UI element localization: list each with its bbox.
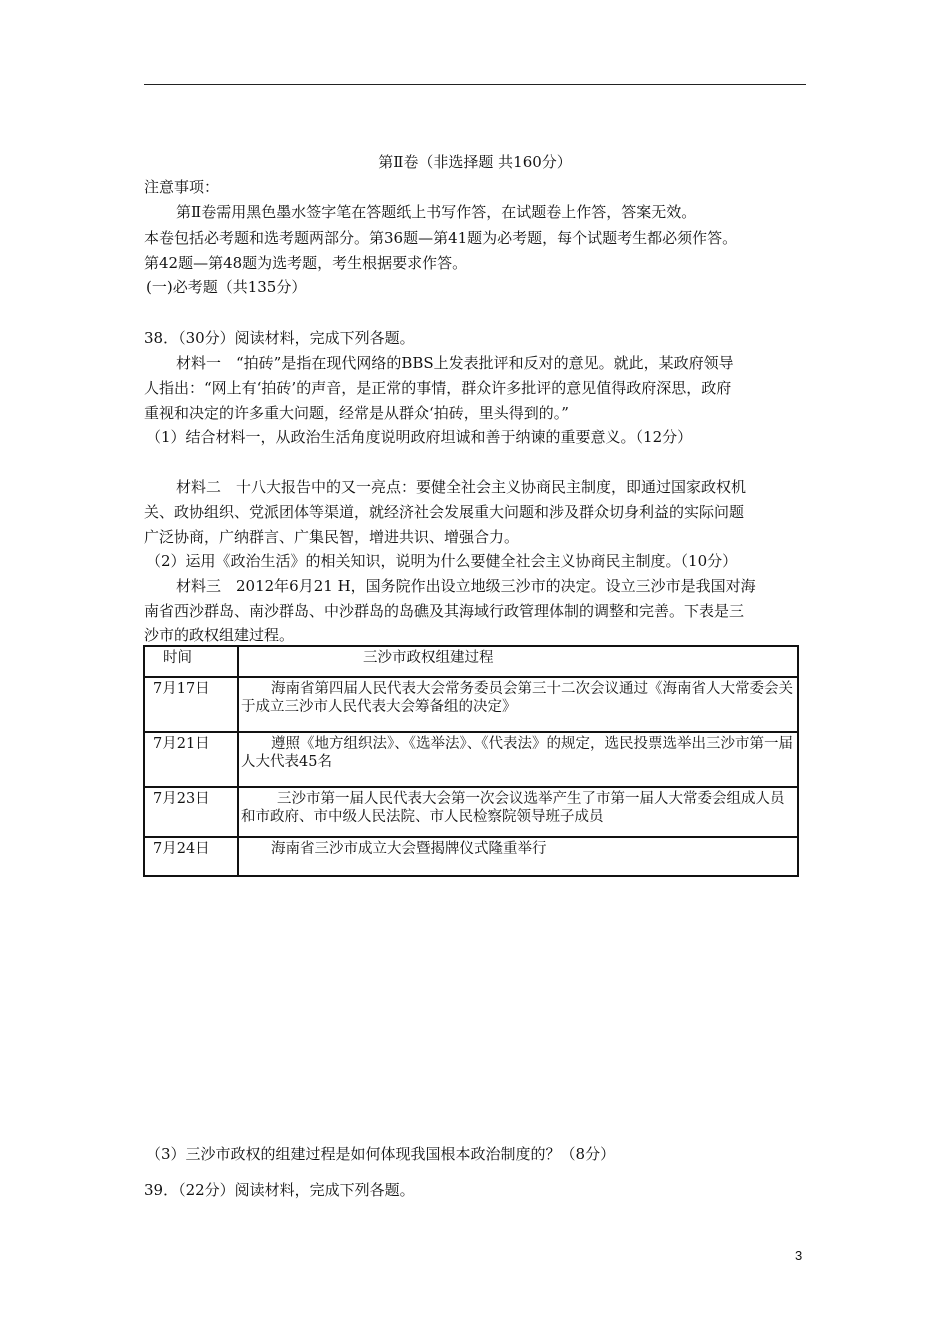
- material-1-line-2: 人指出：“网上有‘拍砖’的声音，是正常的事情，群众许多批评的意见值得政府深思，政府: [144, 379, 732, 397]
- table-header-time: 时间: [144, 646, 238, 677]
- material-2-line-2: 关、政协组织、党派团体等渠道，就经济社会发展重大问题和涉及群众切身利益的实际问题: [144, 503, 745, 521]
- table-row: [144, 677, 798, 732]
- header-rule: [144, 84, 806, 85]
- table-cell-text: 三沙市第一届人民代表大会第一次会议选举产生了市第一届人大常委会组成人员和市政府、市中级人民法院、市人民检察院领导班子成员: [238, 787, 798, 837]
- table-cell-date: 7月24日: [144, 837, 238, 876]
- table-cell-text: 遵照《地方组织法》、《选举法》、《代表法》的规定，选民投票选举出三沙市第一届人大代表45名: [238, 732, 798, 787]
- question-38-title: 38．（30分）阅读材料，完成下列各题。: [144, 329, 415, 347]
- table-row: [144, 787, 798, 837]
- table-cell-text: 海南省三沙市成立大会暨揭牌仪式隆重举行: [238, 837, 798, 876]
- sansha-process-table: [143, 645, 799, 877]
- notice-line-1: 第Ⅱ卷需用黑色墨水签字笔在答题纸上书写作答，在试题卷上作答，答案无效。: [176, 203, 697, 221]
- material-3-line-3: 沙市的政权组建过程。: [144, 626, 295, 644]
- table-cell-text: 海南省第四届人民代表大会常务委员会第三十二次会议通过《海南省人大常委会关于成立三沙市人民代表大会筹备组的决定》: [238, 677, 798, 732]
- notice-line-3: 第42题—第48题为选考题，考生根据要求作答。: [144, 254, 468, 272]
- notice-line-2: 本卷包括必考题和选考题两部分。第36题—第41题为必考题，每个试题考生都必须作答。: [144, 229, 738, 247]
- material-2-line-1: 材料二 十八大报告中的又一亮点：要健全社会主义协商民主制度，即通过国家政权机: [176, 478, 747, 496]
- table-row: [144, 837, 798, 876]
- material-1-line-3: 重视和决定的许多重大问题，经常是从群众‘拍砖，里头得到的。”: [144, 404, 569, 422]
- table-cell-date: 7月17日: [144, 677, 238, 732]
- page-number: 3: [795, 1248, 803, 1263]
- material-3-line-2: 南省西沙群岛、南沙群岛、中沙群岛的岛礁及其海域行政管理体制的调整和完善。下表是三: [144, 602, 745, 620]
- notice-label: 注意事项：: [144, 178, 220, 196]
- table-cell-date: 7月21日: [144, 732, 238, 787]
- table-row: [144, 732, 798, 787]
- sub-question-1: （1）结合材料一，从政治生活角度说明政府坦诚和善于纳谏的重要意义。（12分）: [146, 428, 693, 446]
- table-cell-date: 7月23日: [144, 787, 238, 837]
- table-header-row: [144, 646, 798, 677]
- sub-question-2: （2）运用《政治生活》的相关知识，说明为什么要健全社会主义协商民主制度。（10分）: [146, 552, 738, 570]
- section-title: 第Ⅱ卷（非选择题 共160分）: [378, 153, 572, 171]
- material-1-line-1: 材料一 “拍砖”是指在现代网络的BBS上发表批评和反对的意见。就此，某政府领导: [176, 354, 734, 372]
- section-label: (一)必考题（共135分）: [146, 278, 307, 296]
- sub-question-3: （3）三沙市政权的组建过程是如何体现我国根本政治制度的？（8分）: [146, 1145, 616, 1163]
- table-header-process: 三沙市政权组建过程: [238, 646, 798, 677]
- material-3-line-1: 材料三 2012年6月21 H，国务院作出设立地级三沙市的决定。设立三沙市是我国对海: [176, 577, 756, 595]
- question-39-title: 39．（22分）阅读材料，完成下列各题。: [144, 1181, 415, 1199]
- material-2-line-3: 广泛协商，广纳群言、广集民智，增进共识、增强合力。: [144, 528, 520, 546]
